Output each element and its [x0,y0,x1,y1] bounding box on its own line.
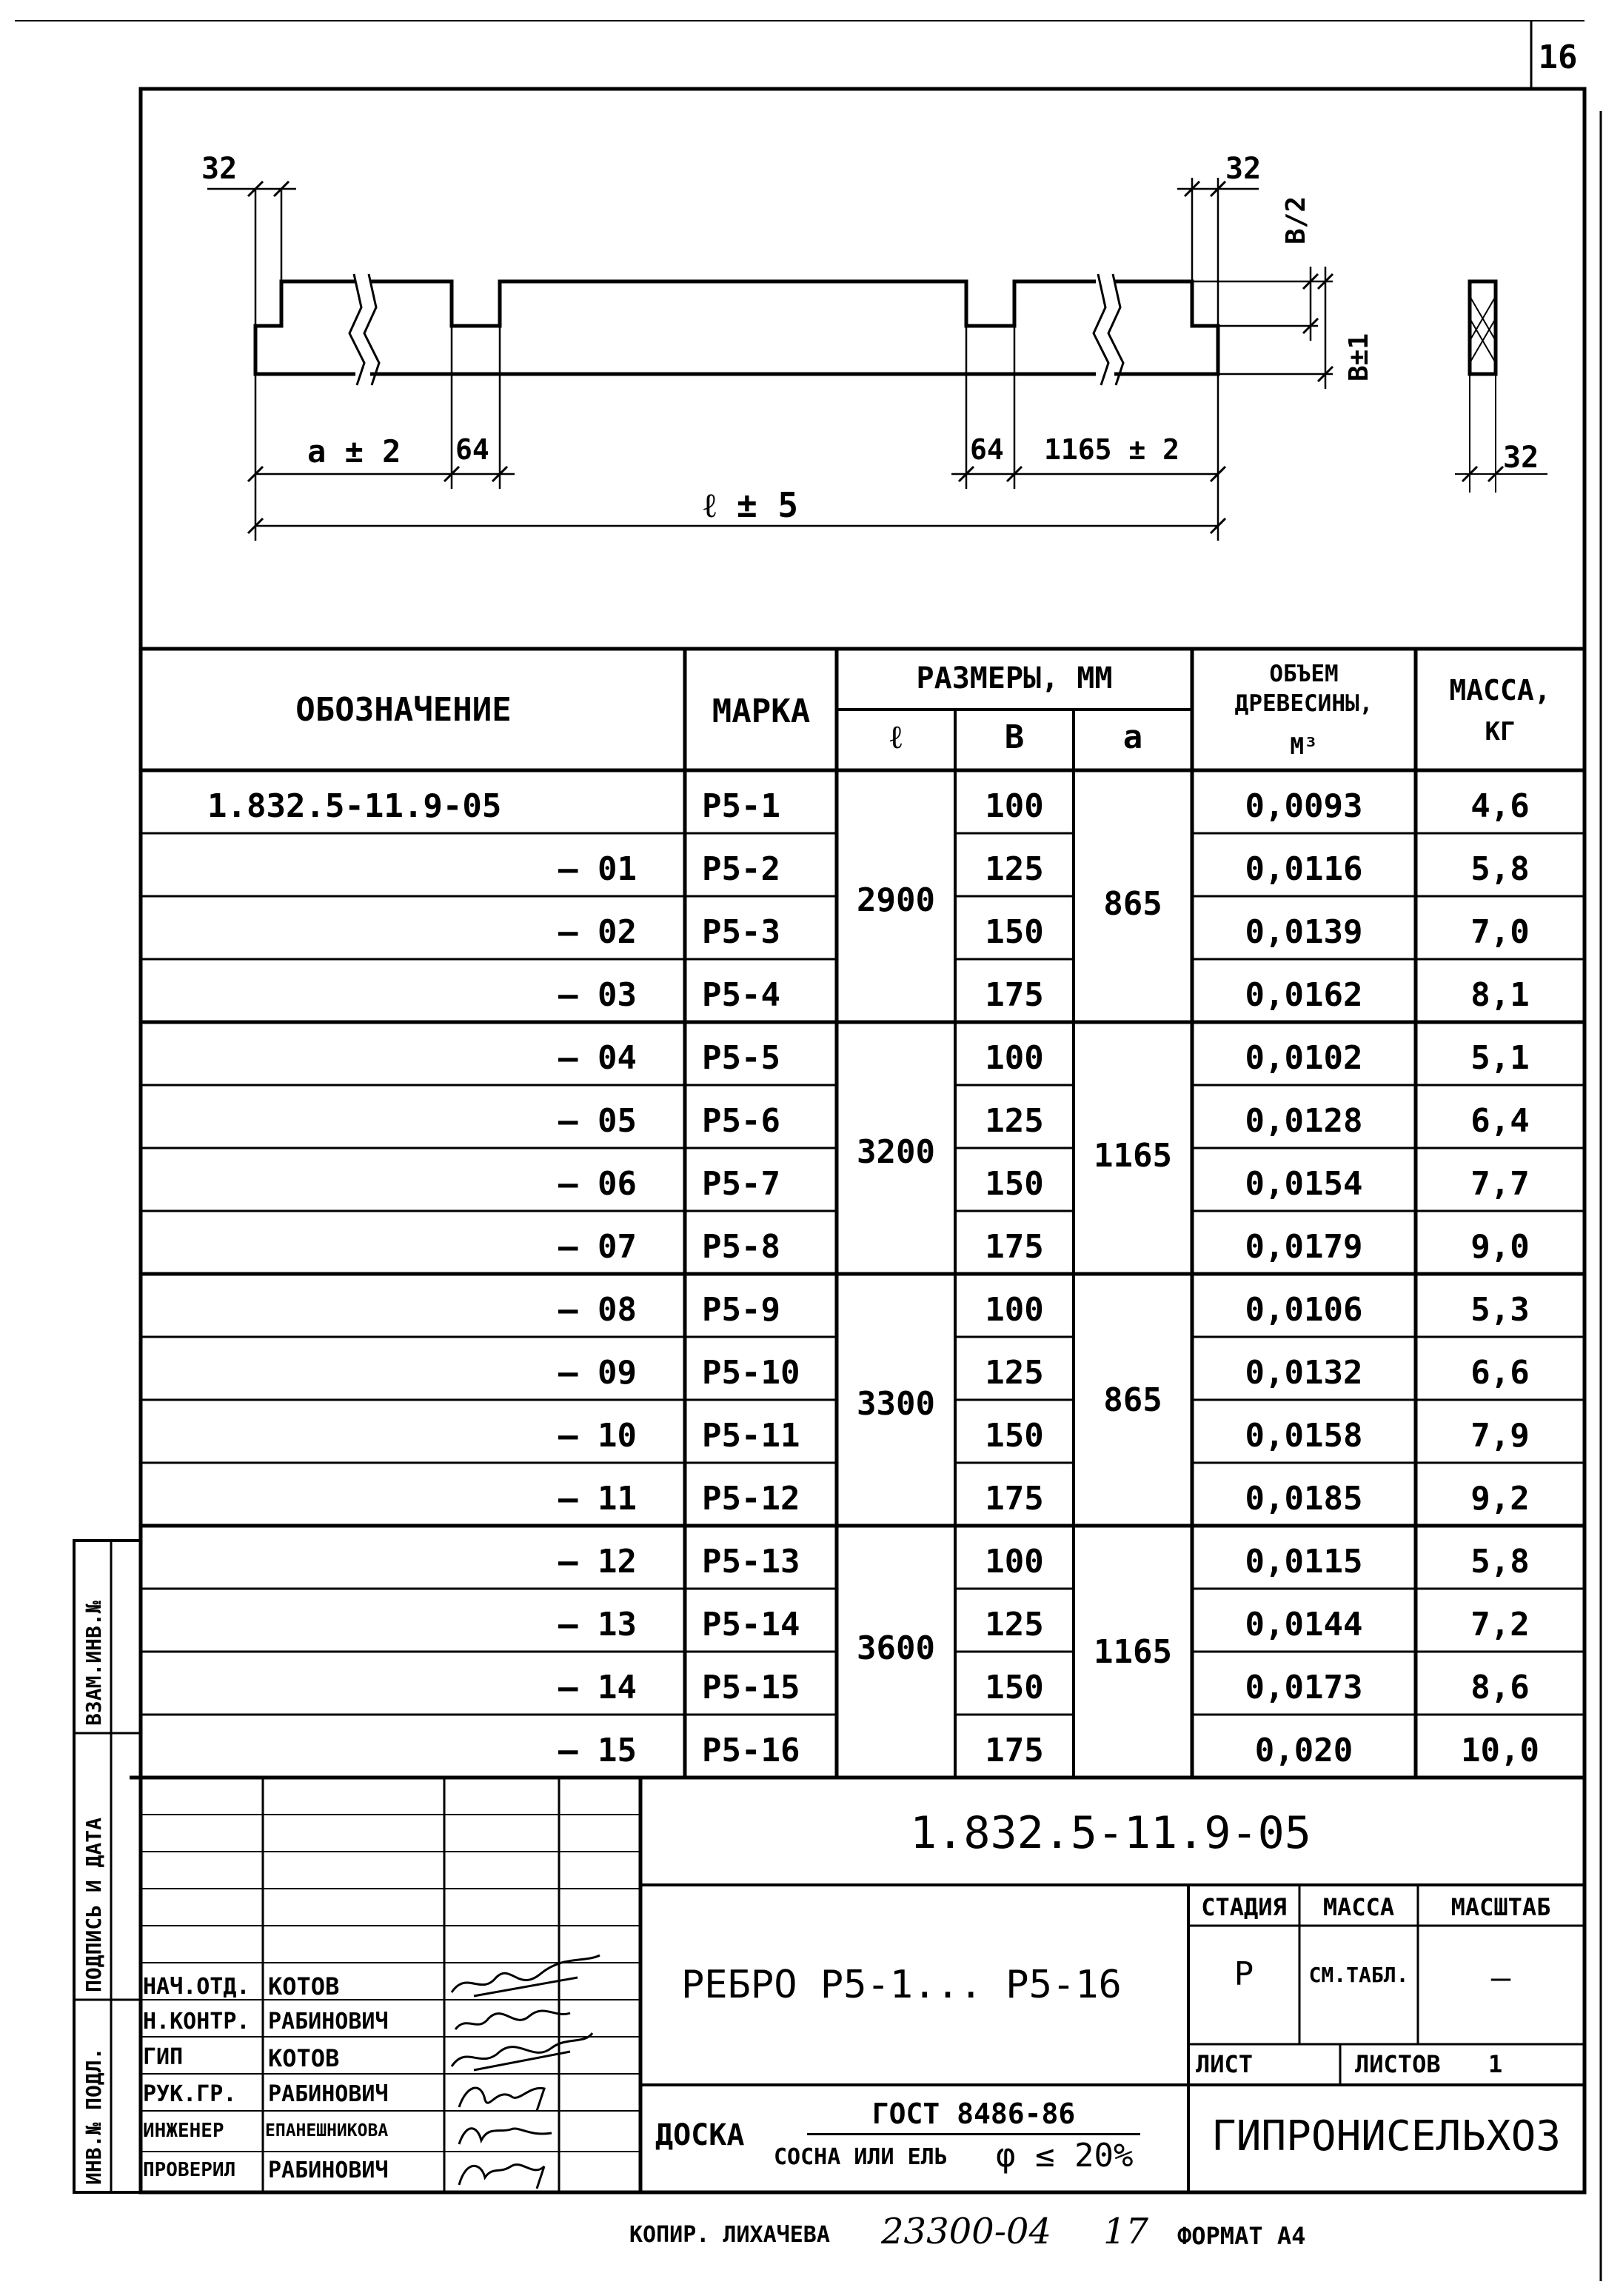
row-mass: 7,7 [1470,1165,1530,1203]
row-mark: Р5-12 [702,1480,800,1518]
row-b: 150 [985,913,1044,951]
staff-role: НАЧ.ОТД. [143,1974,250,2000]
dim-64-right: 64 [970,433,1004,466]
row-b: 150 [985,1165,1044,1203]
row-mark: Р5-13 [702,1543,800,1581]
row-volume: 0,0093 [1245,787,1363,825]
header-mass: МАССА, [1449,674,1551,707]
row-designation: — 08 [558,1291,637,1329]
material-underline [807,2133,1140,2135]
row-volume: 0,0128 [1245,1102,1363,1140]
row-designation: — 04 [558,1039,637,1077]
sheets-value: 1 [1488,2050,1503,2078]
staff-name: КОТОВ [268,1972,340,2000]
row-designation: — 14 [558,1669,637,1706]
row-volume: 0,0162 [1245,976,1363,1014]
row-designation: — 09 [558,1354,637,1392]
row-b: 125 [985,1102,1044,1140]
row-designation: — 06 [558,1165,637,1203]
header-designation: ОБОЗНАЧЕНИЕ [295,691,512,729]
footer-copied-by: КОПИР. ЛИХАЧЕВА [629,2222,830,2248]
row-mass: 8,6 [1470,1669,1530,1706]
material-gost: ГОСТ 8486-86 [871,2098,1076,2130]
dim-length: ℓ ± 5 [703,485,799,525]
row-volume: 0,0179 [1245,1228,1363,1266]
row-designation: — 05 [558,1102,637,1140]
row-volume: 0,0115 [1245,1543,1363,1581]
stamp-designation: 1.832.5-11.9-05 [910,1807,1311,1859]
header-a: a [1122,718,1143,756]
group-l: 2900 [857,881,935,919]
row-b: 100 [985,787,1044,825]
material-desc: СОСНА ИЛИ ЕЛЬ [774,2144,948,2170]
row-mark: Р5-11 [702,1417,800,1455]
side-signature-date: ПОДПИСЬ И ДАТА [81,1817,106,1992]
group-a: 865 [1103,1381,1162,1419]
group-l: 3600 [857,1629,935,1667]
page-number: 16 [1538,39,1578,76]
staff-role: ИНЖЕНЕР [143,2120,224,2142]
row-mass: 5,8 [1470,1543,1530,1581]
dim-b-half: B/2 [1281,196,1311,244]
row-volume: 0,0158 [1245,1417,1363,1455]
staff-role: ГИП [143,2044,184,2070]
row-b: 100 [985,1291,1044,1329]
row-designation: — 10 [558,1417,637,1455]
staff-role: РУК.ГР. [143,2081,237,2107]
row-mark: Р5-2 [702,850,780,888]
staff-role: ПРОВЕРИЛ [143,2159,236,2181]
dim-64-left: 64 [455,433,489,466]
row-mark: Р5-8 [702,1228,780,1266]
row-mass: 5,3 [1470,1291,1530,1329]
sheets-label: ЛИСТОВ [1355,2050,1441,2078]
mass-label: МАССА [1322,1893,1395,1921]
row-b: 150 [985,1417,1044,1455]
row-mass: 6,4 [1470,1102,1530,1140]
row-b: 125 [985,850,1044,888]
dim-a: a ± 2 [307,433,401,470]
side-inv-podl: ИНВ.№ ПОДЛ. [81,2047,106,2185]
row-b: 175 [985,1732,1044,1769]
header-volume-unit: М³ [1290,733,1318,760]
group-a: 865 [1103,885,1162,923]
staff-role: Н.КОНТР. [143,2009,250,2035]
material-label: ДОСКА [655,2118,745,2152]
material-moisture: φ ≤ 20% [996,2137,1134,2175]
sheet-label: ЛИСТ [1196,2050,1254,2078]
row-mass: 10,0 [1461,1732,1539,1769]
row-volume: 0,0106 [1245,1291,1363,1329]
dim-32-left: 32 [201,152,238,186]
group-l: 3300 [857,1385,935,1423]
row-volume: 0,0116 [1245,850,1363,888]
row-designation: — 02 [558,913,637,951]
row-volume: 0,0154 [1245,1165,1363,1203]
row-b: 175 [985,1480,1044,1518]
row-designation: — 13 [558,1606,637,1643]
row-mass: 5,8 [1470,850,1530,888]
row-mark: Р5-14 [702,1606,800,1643]
row-designation: — 01 [558,850,637,888]
row-designation: 1.832.5-11.9-05 [207,787,502,825]
row-b: 125 [985,1354,1044,1392]
row-b: 175 [985,1228,1044,1266]
header-sizes: РАЗМЕРЫ, ММ [916,661,1113,695]
row-mass: 5,1 [1470,1039,1530,1077]
group-l: 3200 [857,1133,935,1171]
row-designation: — 11 [558,1480,637,1518]
side-inv-zam: ВЗАМ.ИНВ.№ [81,1601,106,1726]
row-mass: 7,0 [1470,913,1530,951]
row-mark: Р5-10 [702,1354,800,1392]
row-designation: — 07 [558,1228,637,1266]
dim-b-tolerance: B±1 [1344,333,1374,381]
row-mass: 7,2 [1470,1606,1530,1643]
row-volume: 0,0139 [1245,913,1363,951]
staff-name: РАБИНОВИЧ [268,2157,389,2183]
staff-name: КОТОВ [268,2044,340,2072]
row-b: 100 [985,1543,1044,1581]
group-a: 1165 [1094,1633,1172,1671]
row-volume: 0,020 [1254,1732,1353,1769]
staff-name: РАБИНОВИЧ [268,2081,389,2107]
row-mark: Р5-5 [702,1039,780,1077]
staff-name: РАБИНОВИЧ [268,2009,389,2035]
row-b: 150 [985,1669,1044,1706]
row-designation: — 03 [558,976,637,1014]
row-mark: Р5-6 [702,1102,780,1140]
row-mass: 7,9 [1470,1417,1530,1455]
row-mass: 9,2 [1470,1480,1530,1518]
row-b: 175 [985,976,1044,1014]
row-mass: 8,1 [1470,976,1530,1014]
row-designation: — 12 [558,1543,637,1581]
stamp-title: РЕБРО Р5-1... Р5-16 [681,1963,1122,2007]
row-b: 100 [985,1039,1044,1077]
stage-label: СТАДИЯ [1201,1893,1287,1921]
row-mark: Р5-7 [702,1165,780,1203]
row-mark: Р5-4 [702,976,780,1014]
header-b: B [1004,718,1025,756]
row-designation: — 15 [558,1732,637,1769]
scale-value: — [1490,1959,1511,1997]
row-mark: Р5-3 [702,913,780,951]
row-mark: Р5-16 [702,1732,800,1769]
row-volume: 0,0132 [1245,1354,1363,1392]
footer-code: 23300-04 [881,2211,1051,2252]
dim-1165: 1165 ± 2 [1044,433,1180,466]
header-mass-unit: КГ [1485,717,1516,747]
row-volume: 0,0173 [1245,1669,1363,1706]
header-l: ℓ [889,718,903,756]
row-mark: Р5-15 [702,1669,800,1706]
header-mark: МАРКА [712,693,811,730]
group-a: 1165 [1094,1137,1172,1175]
row-volume: 0,0102 [1245,1039,1363,1077]
header-volume: ОБЪЕМ ДРЕВЕСИНЫ, [1234,661,1373,717]
footer-number: 17 [1103,2211,1149,2252]
dim-32-right: 32 [1225,152,1262,186]
row-mass: 6,6 [1470,1354,1530,1392]
row-mass: 9,0 [1470,1228,1530,1266]
dim-32-section: 32 [1503,441,1539,475]
organization: ГИПРОНИСЕЛЬХОЗ [1211,2112,1562,2160]
row-b: 125 [985,1606,1044,1643]
row-volume: 0,0144 [1245,1606,1363,1643]
stage-value: Р [1234,1955,1254,1993]
row-mark: Р5-1 [702,787,780,825]
footer-format: ФОРМАТ А4 [1177,2222,1306,2250]
scale-label: МАСШТАБ [1450,1893,1551,1921]
row-mass: 4,6 [1470,787,1530,825]
mass-value: СМ.ТАБЛ. [1308,1963,1409,1987]
row-volume: 0,0185 [1245,1480,1363,1518]
row-mark: Р5-9 [702,1291,780,1329]
staff-name: ЕПАНЕШНИКОВА [265,2121,389,2140]
